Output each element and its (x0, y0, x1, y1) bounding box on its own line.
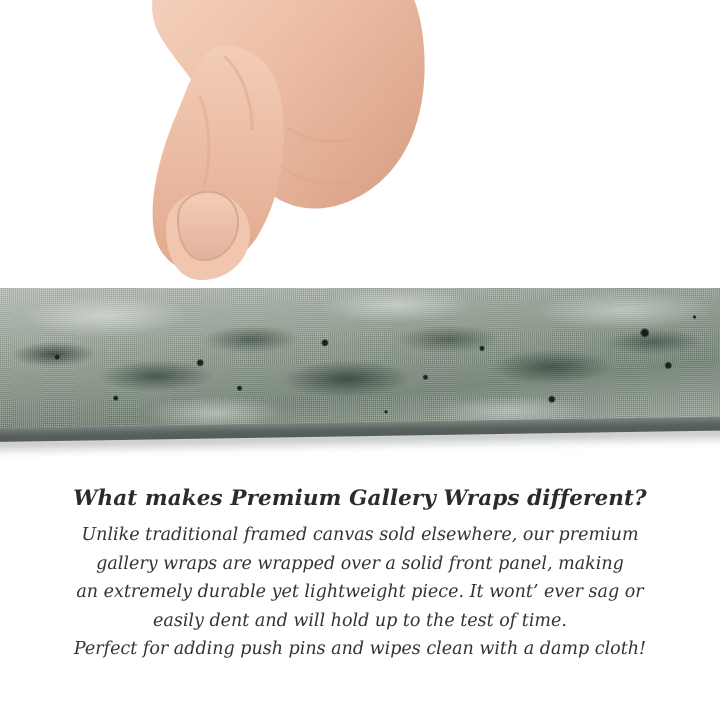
caption-line: an extremely durable yet lightweight piece. It wont’ ever sag or (76, 582, 644, 602)
caption-line: easily dent and will hold up to the test of time. (153, 610, 567, 631)
caption-line: Perfect for adding push pins and wipes clean with a damp cloth! (73, 639, 647, 659)
caption-block (0, 486, 720, 664)
caption-line: gallery wraps are wrapped over a solid front panel, making (96, 553, 624, 574)
caption-heading: What makes Premium Gallery Wraps different? (73, 486, 647, 511)
hand-pressing-canvas (92, 0, 442, 320)
caption-body (62, 521, 658, 664)
caption-line: Unlike traditional framed canvas sold elsewhere, our premium (81, 525, 639, 545)
